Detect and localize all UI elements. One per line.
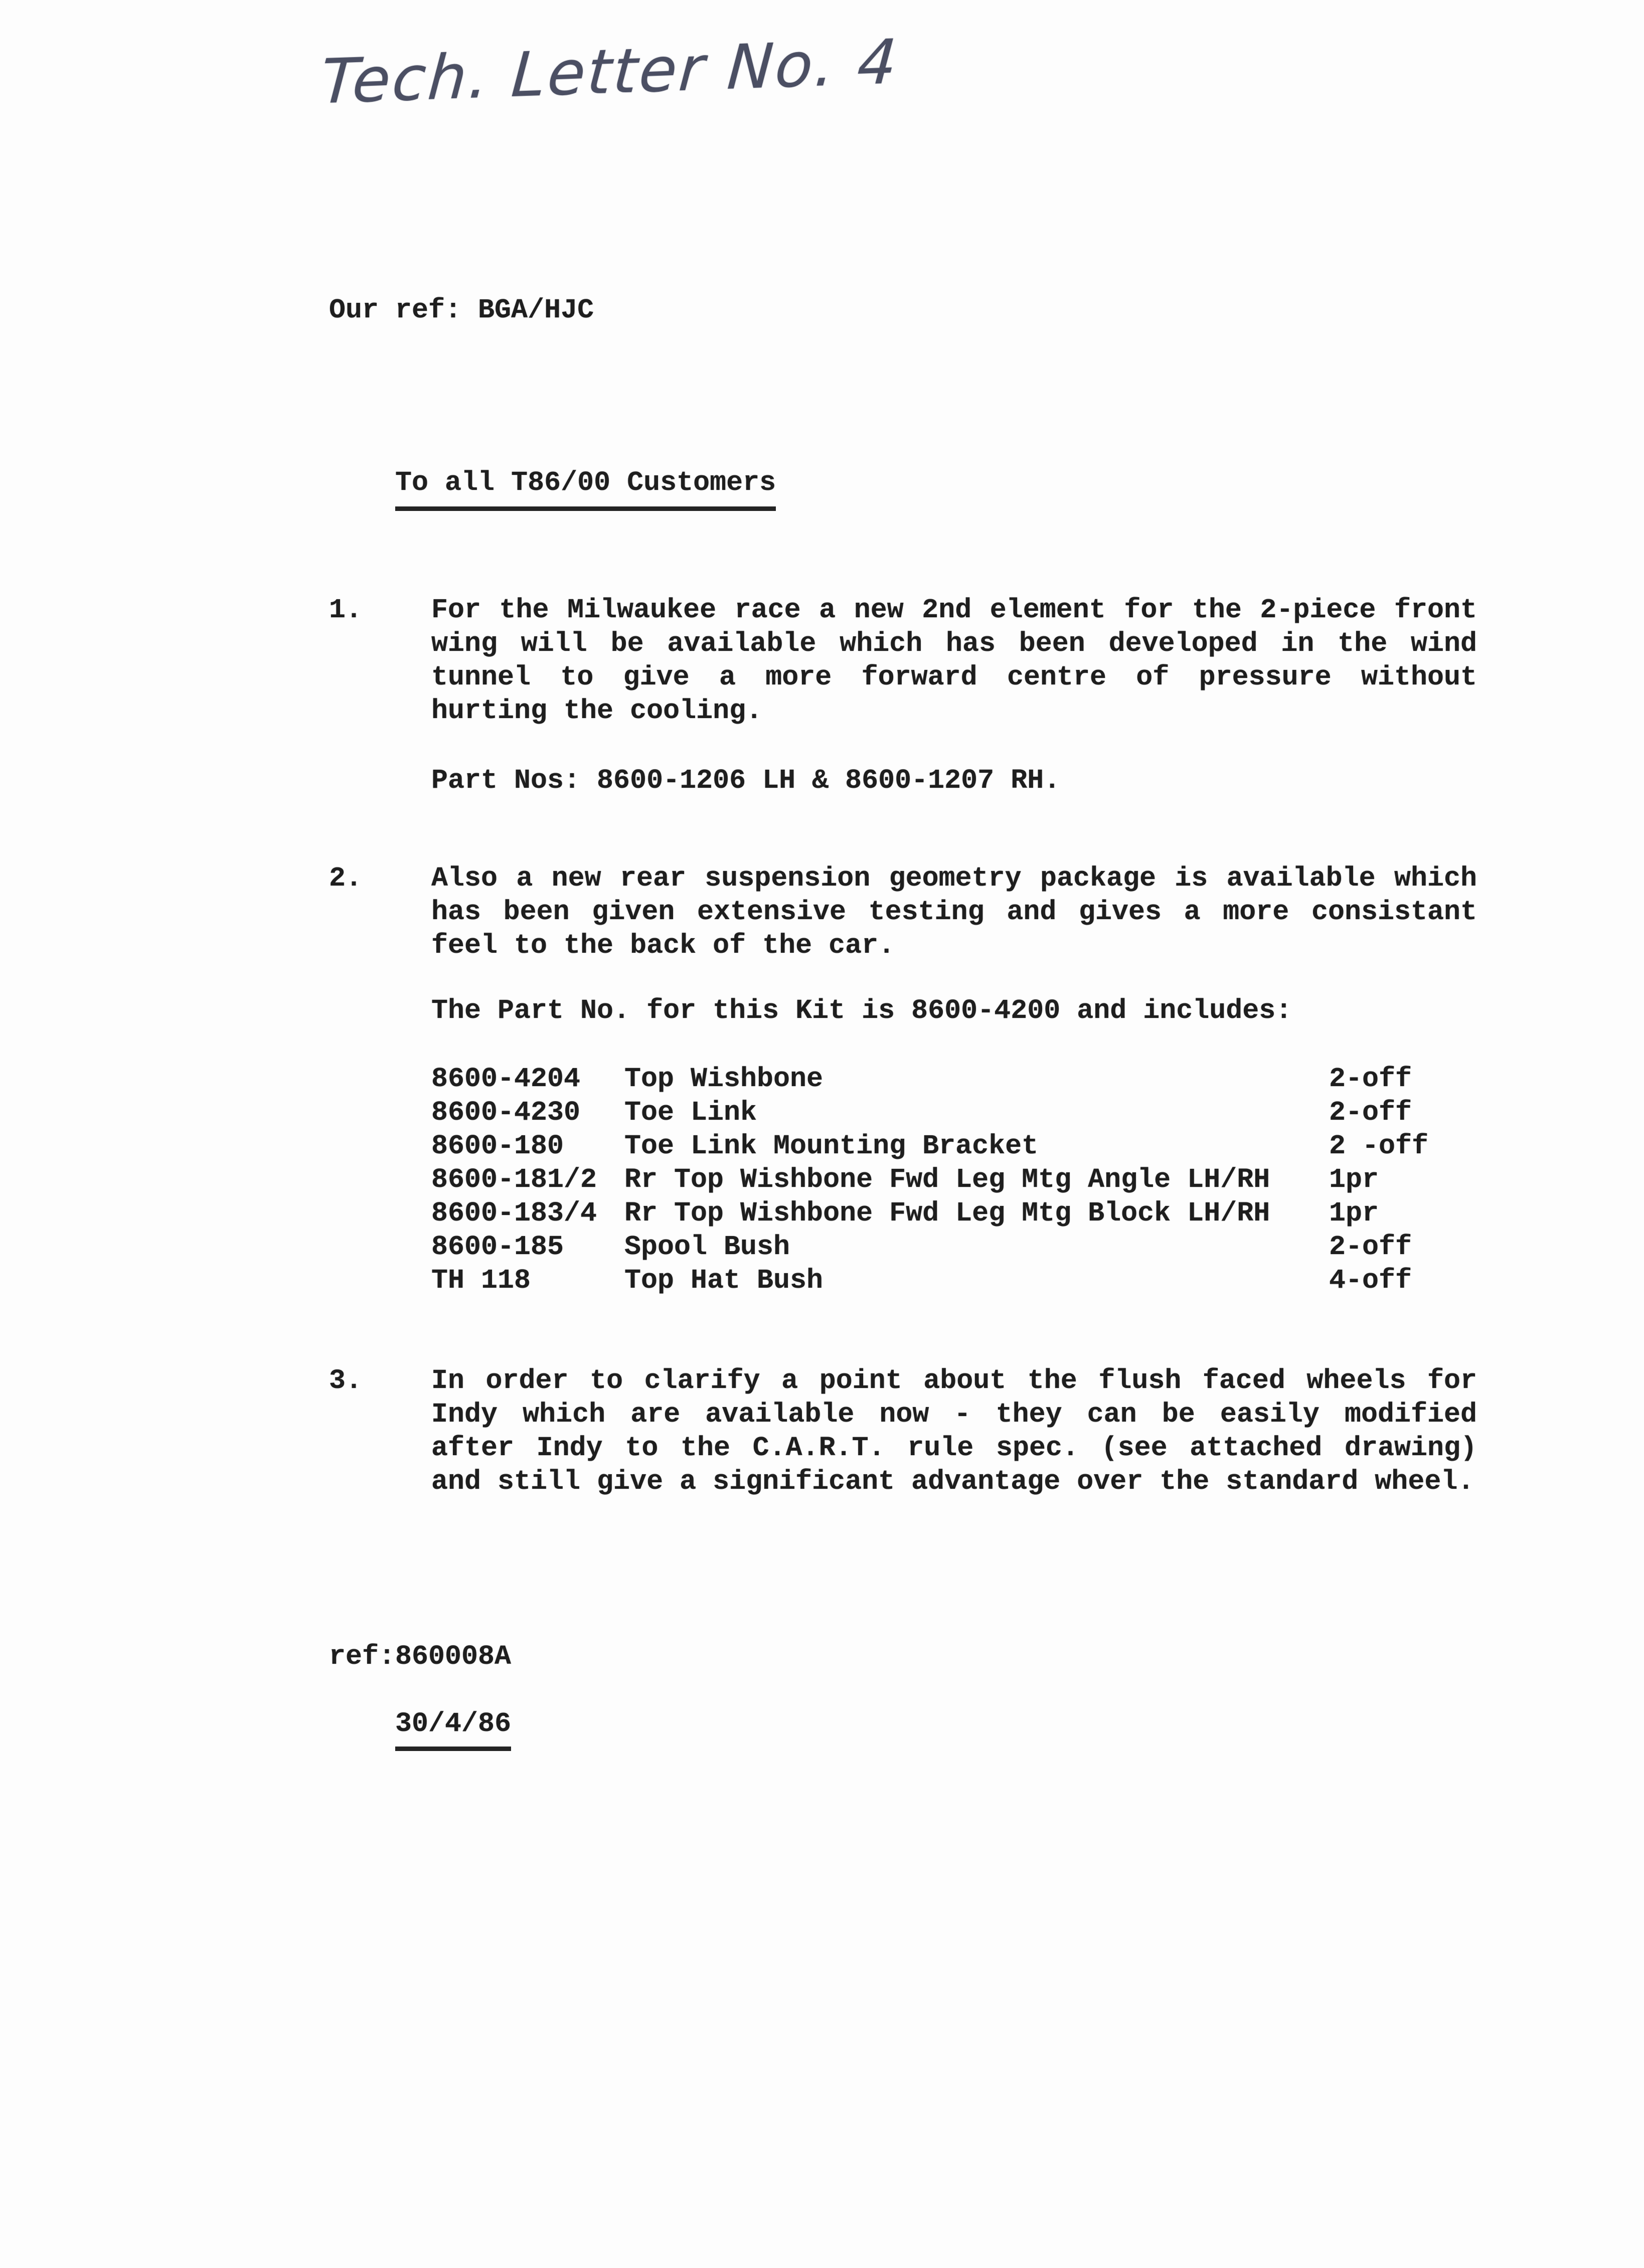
paragraph-line: wing will be available which has been developed in the wind: [431, 628, 1477, 659]
paragraph-line: Also a new rear suspension geometry package is available which: [431, 862, 1477, 894]
part-description-cell: Rr Top Wishbone Fwd Leg Mtg Block LH/RH: [624, 1197, 1270, 1229]
part-number-cell: 8600-4230: [431, 1097, 581, 1128]
part-description-cell: Toe Link: [624, 1097, 757, 1128]
part-description-cell: Rr Top Wishbone Fwd Leg Mtg Angle LH/RH: [624, 1164, 1270, 1195]
paragraph-line: has been given extensive testing and gives a more consistant: [431, 896, 1477, 928]
paragraph-line: For the Milwaukee race a new 2nd element for the 2-piece front: [431, 594, 1477, 626]
paragraph-line: In order to clarify a point about the flush faced wheels for: [431, 1365, 1477, 1397]
part-number-cell: TH 118: [431, 1265, 531, 1296]
parts-table: [431, 1062, 1477, 1297]
part-number-cell: 8600-185: [431, 1231, 564, 1263]
salutation-text: To all T86/00 Customers: [395, 466, 776, 511]
item-3-paragraph: [431, 1364, 1477, 1498]
parts-table-row: [431, 1230, 1477, 1264]
part-quantity-cell: 1pr: [1329, 1197, 1379, 1229]
our-ref-line: Our ref: BGA/HJC: [329, 294, 594, 326]
parts-table-row: [431, 1062, 1477, 1096]
paragraph-line: Indy which are available now - they can be easily modified: [431, 1399, 1477, 1430]
part-description-cell: Top Wishbone: [624, 1063, 824, 1095]
part-number-cell: 8600-181/2: [431, 1164, 597, 1195]
part-description-cell: Toe Link Mounting Bracket: [624, 1130, 1039, 1162]
salutation-heading: [329, 432, 776, 545]
item-2-number: 2.: [329, 862, 363, 894]
handwritten-title: Tech. Letter No. 4: [318, 26, 901, 118]
parts-table-row: [431, 1096, 1477, 1129]
parts-table-row: [431, 1129, 1477, 1163]
parts-table-row: [431, 1196, 1477, 1230]
part-quantity-cell: 2-off: [1329, 1097, 1412, 1128]
item-1-paragraph: [431, 593, 1477, 728]
parts-table-row: [431, 1163, 1477, 1196]
part-quantity-cell: 2 -off: [1329, 1130, 1429, 1162]
part-quantity-cell: 4-off: [1329, 1265, 1412, 1296]
part-number-cell: 8600-180: [431, 1130, 564, 1162]
footer-date-line: [329, 1673, 511, 1785]
part-number-cell: 8600-183/4: [431, 1197, 597, 1229]
footer-date-text: 30/4/86: [395, 1707, 511, 1751]
paragraph-line: tunnel to give a more forward centre of pressure without: [431, 661, 1477, 693]
item-1-part-numbers-line: Part Nos: 8600-1206 LH & 8600-1207 RH.: [431, 765, 1061, 796]
paragraph-line: and still give a significant advantage over the standard wheel.: [431, 1466, 1474, 1497]
part-description-cell: Spool Bush: [624, 1231, 790, 1263]
item-1-number: 1.: [329, 594, 363, 626]
part-quantity-cell: 2-off: [1329, 1231, 1412, 1263]
paragraph-line: after Indy to the C.A.R.T. rule spec. (see attached drawing): [431, 1432, 1477, 1464]
part-number-cell: 8600-4204: [431, 1063, 581, 1095]
footer-ref-line: ref:860008A: [329, 1641, 512, 1672]
part-quantity-cell: 1pr: [1329, 1164, 1379, 1195]
parts-table-row: [431, 1264, 1477, 1297]
part-description-cell: Top Hat Bush: [624, 1265, 824, 1296]
item-2-kit-line: The Part No. for this Kit is 8600-4200 and includes:: [431, 995, 1292, 1026]
paragraph-line: feel to the back of the car.: [431, 930, 895, 961]
item-2-paragraph: [431, 861, 1477, 962]
item-3-number: 3.: [329, 1365, 363, 1397]
part-quantity-cell: 2-off: [1329, 1063, 1412, 1095]
paragraph-line: hurting the cooling.: [431, 695, 763, 727]
